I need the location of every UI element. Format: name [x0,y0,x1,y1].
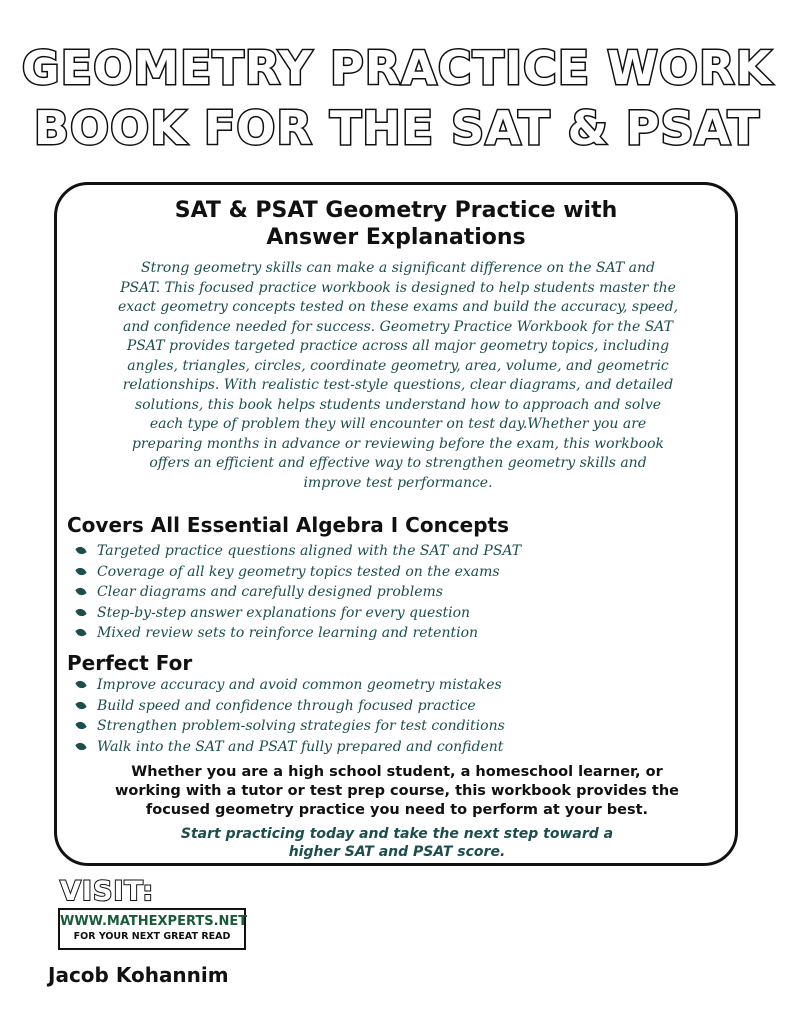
list-item: Mixed review sets to reinforce learning and retention [73,623,713,644]
call-to-action [77,825,717,861]
list-item: Build speed and confidence through focused practice [73,696,713,717]
closing-line: focused geometry practice you need to perform at your best. [145,802,649,818]
list-item: Strengthen problem-solving strategies for test conditions [73,716,713,737]
intro-line: offers an efficient and effective way to strengthen geometry skills and [149,455,647,471]
visit-label: VISIT: [60,876,155,907]
perfect-for-list [73,675,713,757]
intro-line: PSAT. This focused practice workbook is designed to help students master the [120,279,676,296]
concepts-list [73,541,713,644]
cta-line: higher SAT and PSAT score. [288,844,506,860]
intro-line: and confidence needed for success. Geometry Practice Workbook for the SAT [123,318,673,335]
intro-line: each type of problem they will encounter on test day.Whether you are [149,416,647,432]
list-item: Coverage of all key geometry topics tested on the exams [73,562,713,583]
intro-line: angles, triangles, circles, coordinate geometry, area, volume, and geometric [127,357,669,374]
page-title-line-1: GEOMETRY PRACTICE WORK [21,41,773,95]
website-box[interactable] [58,908,246,950]
closing-line: working with a tutor or test prep course, this workbook provides the [114,783,680,799]
list-item: Improve accuracy and avoid common geometry mistakes [73,675,713,696]
closing-line: Whether you are a high school student, a homeschool learner, or [131,764,663,780]
author-name: Jacob Kohannim [48,963,229,987]
intro-line: Strong geometry skills can make a significant difference on the SAT and [141,260,655,276]
intro-line: PSAT provides targeted practice across all major geometry topics, including [126,338,670,354]
leaf-bullet-icon [75,740,87,752]
section-heading-concepts: Covers All Essential Algebra I Concepts [67,513,510,537]
intro-line: exact geometry concepts tested on these exams and build the accuracy, speed, [117,299,679,315]
list-item: Targeted practice questions aligned with the SAT and PSAT [73,541,713,562]
leaf-bullet-icon [75,545,87,557]
leaf-bullet-icon [75,565,87,577]
intro-line: improve test performance. [303,474,493,491]
leaf-bullet-icon [75,679,87,691]
list-item: Clear diagrams and carefully designed problems [73,582,713,603]
list-item: Step-by-step answer explanations for every question [73,603,713,624]
leaf-bullet-icon [75,720,87,732]
closing-paragraph [77,763,717,820]
card-heading-line-2: Answer Explanations [266,225,526,250]
description-card [54,182,738,866]
leaf-bullet-icon [75,606,87,618]
website-link[interactable]: WWW.MATHEXPERTS.NET [60,914,248,929]
section-heading-perfect-for: Perfect For [67,651,193,675]
list-item: Walk into the SAT and PSAT fully prepared and confident [73,737,713,758]
intro-paragraph [75,259,721,493]
card-heading [57,197,735,251]
leaf-bullet-icon [75,586,87,598]
intro-line: solutions, this book helps students understand how to approach and solve [134,396,662,413]
intro-line: relationships. With realistic test-style questions, clear diagrams, and detailed [122,377,674,393]
page-title-line-2: BOOK FOR THE SAT & PSAT [33,101,761,155]
leaf-bullet-icon [75,699,87,711]
website-tagline: FOR YOUR NEXT GREAT READ [73,931,231,942]
page-title [0,38,794,158]
cta-line: Start practicing today and take the next step toward a [180,826,614,842]
leaf-bullet-icon [75,627,87,639]
intro-line: preparing months in advance or reviewing before the exam, this workbook [131,435,665,452]
card-heading-line-1: SAT & PSAT Geometry Practice with [174,198,618,223]
